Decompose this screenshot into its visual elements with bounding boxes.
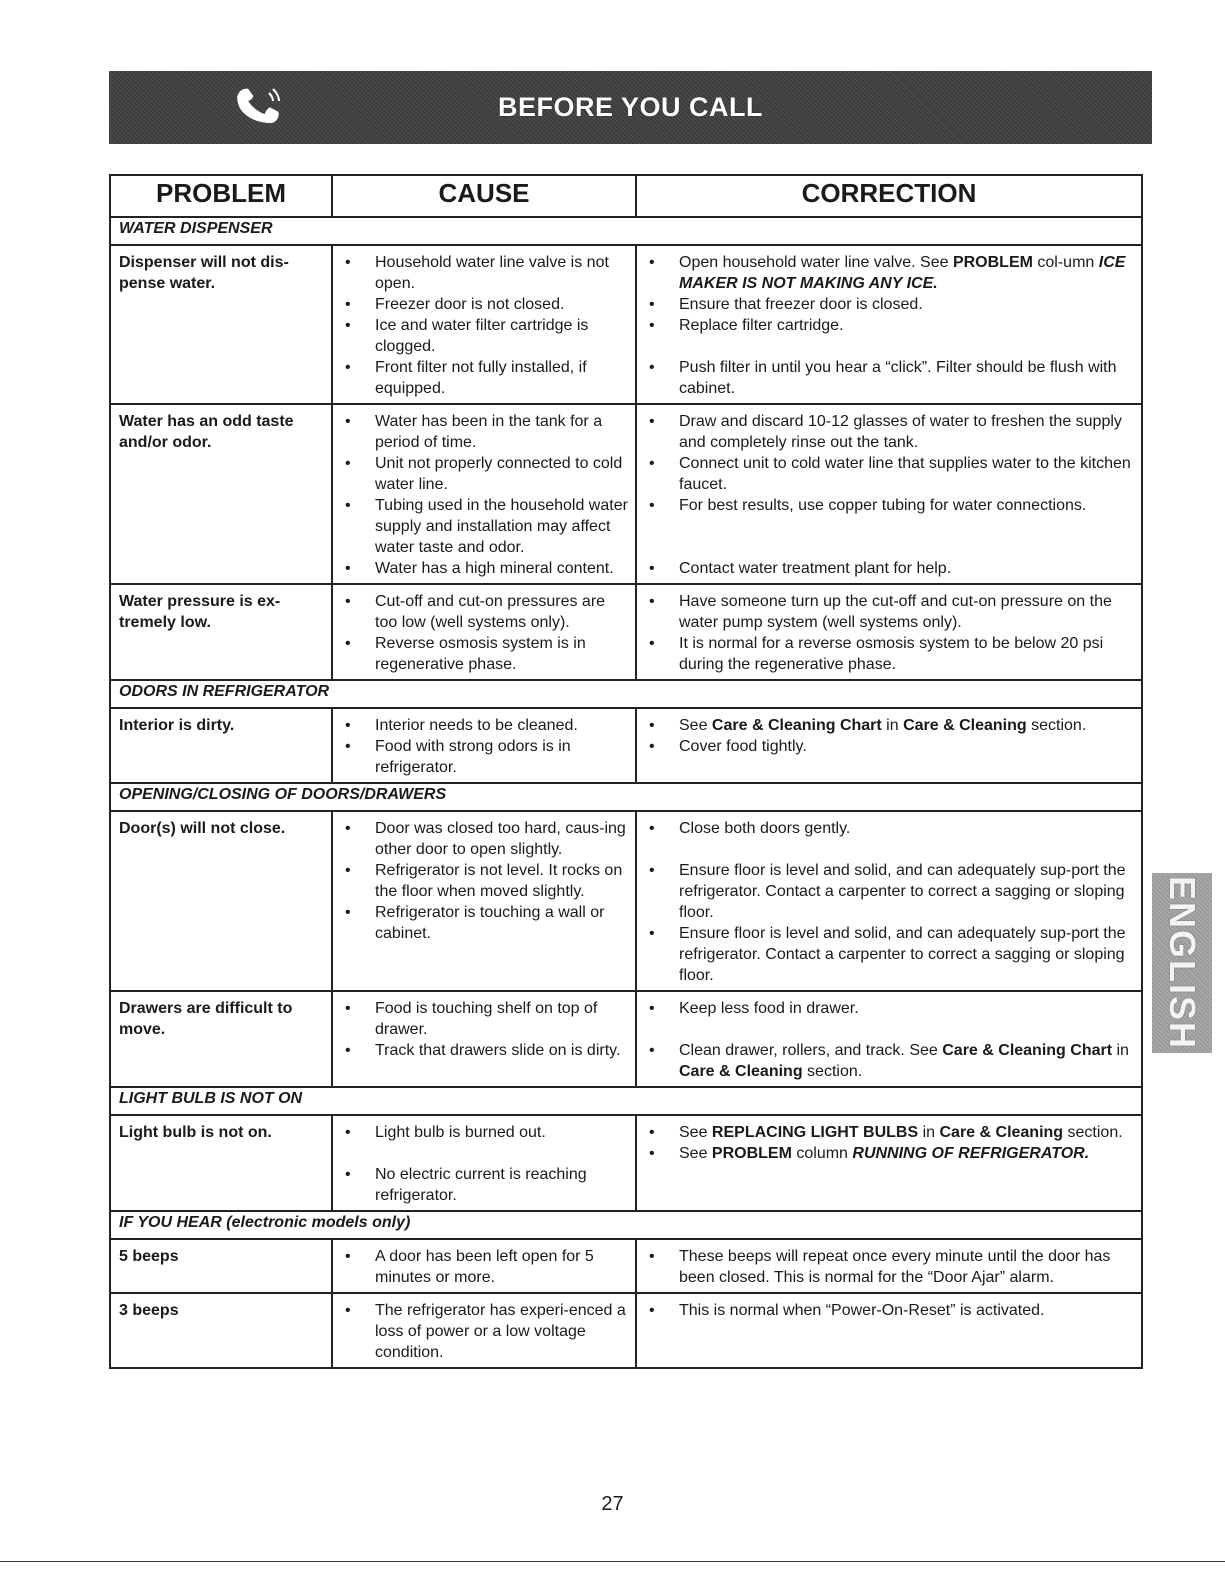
cause-header: CAUSE [332,175,636,217]
correction-item: • Replace filter cartridge. [639,315,1135,336]
cause-item: • Cut-off and cut-on pressures are too low (well systems only). [335,591,629,633]
table-row [110,708,1142,783]
correction-cell [636,245,1142,404]
cause-item: • Ice and water filter cartridge is clogged. [335,315,629,357]
cause-cell [332,1115,636,1211]
cause-item: • Refrigerator is touching a wall or cabinet. [335,902,629,944]
troubleshooting-table [109,174,1143,1369]
section-water-dispenser: WATER DISPENSER [110,217,1142,245]
cause-cell [332,584,636,680]
cause-item: • Tubing used in the household water supply and installation may affect water taste and odor. [335,495,629,558]
section-odors: ODORS IN REFRIGERATOR [110,680,1142,708]
header-banner [109,71,1152,144]
section-row [110,217,1142,245]
problem-cell: Interior is dirty. [110,708,332,783]
cause-cell [332,708,636,783]
table-row [110,991,1142,1087]
correction-item: • Cover food tightly. [639,736,1135,757]
problem-cell: Dispenser will not dis-pense water. [110,245,332,404]
problem-cell: Water pressure is ex-tremely low. [110,584,332,680]
correction-cell [636,404,1142,584]
section-row [110,783,1142,811]
table-row [110,404,1142,584]
cause-cell [332,1239,636,1293]
language-tab-label: ENGLISH [1162,875,1203,1050]
correction-item: • For best results, use copper tubing for water connections. [639,495,1135,516]
problem-cell: 5 beeps [110,1239,332,1293]
correction-cell [636,1115,1142,1211]
table-row [110,245,1142,404]
correction-item: • Push filter in until you hear a “click”. Filter should be flush with cabinet. [639,357,1135,399]
section-row [110,680,1142,708]
table-row [110,1293,1142,1368]
section-row [110,1211,1142,1239]
section-doors: OPENING/CLOSING OF DOORS/DRAWERS [110,783,1142,811]
correction-cell [636,584,1142,680]
cause-item: • Household water line valve is not open. [335,252,629,294]
table-row [110,584,1142,680]
correction-item: • Close both doors gently. [639,818,1135,839]
cause-cell [332,404,636,584]
correction-item: • Have someone turn up the cut-off and cut-on pressure on the water pump system (well systems only). [639,591,1135,633]
cause-item: • No electric current is reaching refrigerator. [335,1164,629,1206]
section-row [110,1087,1142,1115]
cause-item: • Reverse osmosis system is in regenerative phase. [335,633,629,675]
cause-item: • Food is touching shelf on top of drawer. [335,998,629,1040]
problem-cell: 3 beeps [110,1293,332,1368]
cause-cell [332,991,636,1087]
cause-item: • Interior needs to be cleaned. [335,715,629,736]
correction-item: • Contact water treatment plant for help. [639,558,1135,579]
cause-item: • Unit not properly connected to cold water line. [335,453,629,495]
correction-cell [636,1293,1142,1368]
table-row [110,1239,1142,1293]
correction-item: • See Care & Cleaning Chart in Care & Cleaning section. [639,715,1135,736]
correction-item: • Ensure floor is level and solid, and can adequately sup-port the refrigerator. Contact a carpenter to correct a sagging or sloping floor. [639,860,1135,923]
cause-item: • Door was closed too hard, caus-ing other door to open slightly. [335,818,629,860]
correction-cell [636,708,1142,783]
problem-cell: Water has an odd taste and/or odor. [110,404,332,584]
correction-item: • Open household water line valve. See PROBLEM col-umn ICE MAKER IS NOT MAKING ANY ICE. [639,252,1135,294]
cause-cell [332,245,636,404]
problem-cell: Door(s) will not close. [110,811,332,991]
problem-cell: Drawers are difficult to move. [110,991,332,1087]
correction-item: • These beeps will repeat once every minute until the door has been closed. This is normal for the “Door Ajar” alarm. [639,1246,1135,1288]
correction-item: • See REPLACING LIGHT BULBS in Care & Cleaning section. [639,1122,1135,1143]
table-row [110,811,1142,991]
phone-icon [233,79,285,131]
correction-item: • Draw and discard 10-12 glasses of water to freshen the supply and completely rinse out the tank. [639,411,1135,453]
correction-cell [636,1239,1142,1293]
correction-item: • Connect unit to cold water line that supplies water to the kitchen faucet. [639,453,1135,495]
correction-cell [636,991,1142,1087]
correction-item: • It is normal for a reverse osmosis system to be below 20 psi during the regenerative phase. [639,633,1135,675]
cause-item: • Refrigerator is not level. It rocks on the floor when moved slightly. [335,860,629,902]
bottom-divider [0,1561,1225,1562]
cause-item: • Water has been in the tank for a period of time. [335,411,629,453]
cause-cell [332,1293,636,1368]
correction-item: • Ensure floor is level and solid, and can adequately sup-port the refrigerator. Contact a carpenter to correct a sagging or sloping floor. [639,923,1135,986]
table-header-row [110,175,1142,217]
correction-header: CORRECTION [636,175,1142,217]
cause-item: • Front filter not fully installed, if equipped. [335,357,629,399]
cause-cell [332,811,636,991]
section-light-bulb: LIGHT BULB IS NOT ON [110,1087,1142,1115]
cause-item: • Track that drawers slide on is dirty. [335,1040,629,1061]
page-title: BEFORE YOU CALL [497,92,763,122]
correction-item: • See PROBLEM column RUNNING OF REFRIGERATOR. [639,1143,1135,1164]
problem-cell: Light bulb is not on. [110,1115,332,1211]
cause-item: • Water has a high mineral content. [335,558,629,579]
page-number: 27 [601,1493,624,1515]
language-tab [1152,873,1212,1053]
correction-item: • This is normal when “Power-On-Reset” is activated. [639,1300,1135,1321]
problem-header: PROBLEM [110,175,332,217]
section-if-you-hear: IF YOU HEAR (electronic models only) [110,1211,1142,1239]
cause-item: • Light bulb is burned out. [335,1122,629,1143]
correction-cell [636,811,1142,991]
cause-item: • Freezer door is not closed. [335,294,629,315]
table-row [110,1115,1142,1211]
correction-item: • Keep less food in drawer. [639,998,1135,1019]
correction-item: • Ensure that freezer door is closed. [639,294,1135,315]
cause-item: • Food with strong odors is in refrigerator. [335,736,629,778]
correction-item: • Clean drawer, rollers, and track. See Care & Cleaning Chart in Care & Cleaning section. [639,1040,1135,1082]
cause-item: • A door has been left open for 5 minutes or more. [335,1246,629,1288]
cause-item: • The refrigerator has experi-enced a loss of power or a low voltage condition. [335,1300,629,1363]
